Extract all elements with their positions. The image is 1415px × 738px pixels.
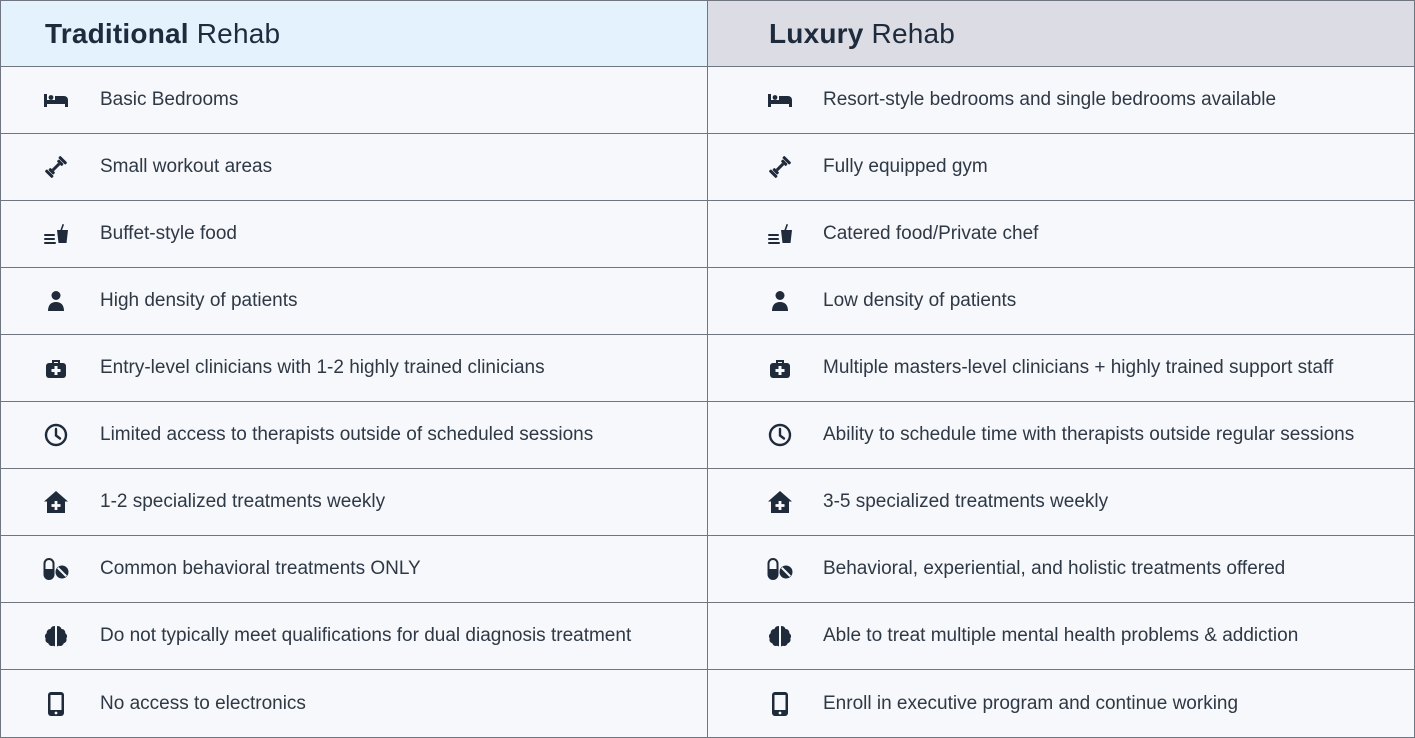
traditional-row-3: [1, 201, 708, 268]
header-rest-luxury: Rehab: [871, 17, 956, 49]
luxury-row-5: [708, 335, 1414, 402]
row-label: Low density of patients: [823, 290, 1017, 311]
clock-icon: [766, 421, 794, 449]
brain-icon: [42, 622, 70, 650]
row-label: Behavioral, experiential, and holistic treatments offered: [823, 558, 1286, 579]
row-label: Entry-level clinicians with 1-2 highly trained clinicians: [100, 357, 545, 378]
row-label: Do not typically meet qualifications for dual diagnosis treatment: [100, 625, 632, 646]
row-label: 1-2 specialized treatments weekly: [100, 491, 386, 512]
traditional-row-5: [1, 335, 708, 402]
header-luxury: [708, 1, 1414, 67]
row-label: Catered food/Private chef: [823, 223, 1039, 244]
traditional-row-1: [1, 67, 708, 134]
brain-icon: [766, 622, 794, 650]
luxury-row-3: [708, 201, 1414, 268]
row-label: Ability to schedule time with therapists outside regular sessions: [823, 424, 1355, 445]
row-label: Buffet-style food: [100, 223, 237, 244]
luxury-row-8: [708, 536, 1414, 603]
food-drink-icon: [42, 220, 70, 248]
row-label: Basic Bedrooms: [100, 89, 239, 110]
row-label: Resort-style bedrooms and single bedrooms available: [823, 89, 1277, 110]
medical-kit-icon: [42, 354, 70, 382]
traditional-row-9: [1, 603, 708, 670]
luxury-row-4: [708, 268, 1414, 335]
header-rest-traditional: Rehab: [196, 17, 281, 49]
clinic-home-icon: [42, 488, 70, 516]
clock-icon: [42, 421, 70, 449]
bed-icon: [766, 86, 794, 114]
pills-icon: [42, 555, 70, 583]
luxury-row-1: [708, 67, 1414, 134]
header-traditional: [1, 1, 708, 67]
traditional-row-7: [1, 469, 708, 536]
header-bold-traditional: Traditional: [45, 17, 189, 49]
dumbbell-icon: [42, 153, 70, 181]
row-label: 3-5 specialized treatments weekly: [823, 491, 1109, 512]
food-drink-icon: [766, 220, 794, 248]
row-label: Small workout areas: [100, 156, 273, 177]
phone-icon: [42, 690, 70, 718]
traditional-row-4: [1, 268, 708, 335]
pills-icon: [766, 555, 794, 583]
medical-kit-icon: [766, 354, 794, 382]
clinic-home-icon: [766, 488, 794, 516]
row-label: Limited access to therapists outside of scheduled sessions: [100, 424, 594, 445]
header-bold-luxury: Luxury: [769, 17, 864, 49]
phone-icon: [766, 690, 794, 718]
row-label: High density of patients: [100, 290, 298, 311]
luxury-row-9: [708, 603, 1414, 670]
luxury-row-7: [708, 469, 1414, 536]
person-icon: [42, 287, 70, 315]
row-label: Fully equipped gym: [823, 156, 988, 177]
traditional-row-10: [1, 670, 708, 737]
person-icon: [766, 287, 794, 315]
row-label: Enroll in executive program and continue working: [823, 692, 1239, 714]
bed-icon: [42, 86, 70, 114]
traditional-row-2: [1, 134, 708, 201]
row-label: No access to electronics: [100, 692, 306, 714]
row-label: Common behavioral treatments ONLY: [100, 558, 421, 579]
traditional-row-8: [1, 536, 708, 603]
luxury-row-2: [708, 134, 1414, 201]
header-title-luxury: [769, 18, 955, 50]
traditional-row-6: [1, 402, 708, 469]
luxury-row-10: [708, 670, 1414, 737]
luxury-row-6: [708, 402, 1414, 469]
row-label: Able to treat multiple mental health problems & addiction: [823, 625, 1299, 646]
row-label: Multiple masters-level clinicians + highly trained support staff: [823, 357, 1334, 378]
dumbbell-icon: [766, 153, 794, 181]
header-title-traditional: [45, 18, 280, 50]
